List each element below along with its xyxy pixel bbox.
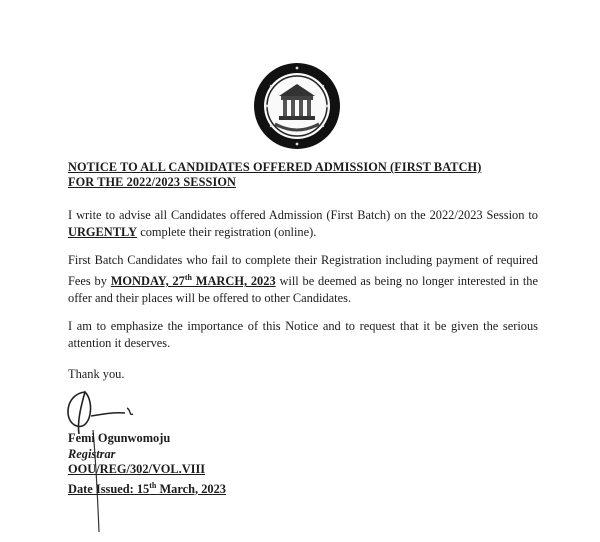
date-issued: Date Issued: 15th March, 2023: [68, 480, 226, 496]
notice-title-line1: NOTICE TO ALL CANDIDATES OFFERED ADMISSION (FIRST BATCH): [68, 160, 482, 174]
paragraph-emphasis: I am to emphasize the importance of this Notice and to request that it be given the serious attention it deserves.: [68, 319, 538, 350]
urgent-emphasis: URGENTLY: [68, 225, 138, 239]
paragraph-deadline-a: First Batch Candidates who fail to complete their Registration including payment of required Fees by: [68, 253, 538, 289]
closing-thanks: Thank you.: [68, 367, 125, 381]
paragraph-registration-b: complete their registration (online).: [137, 225, 317, 239]
signatory-block: [68, 431, 226, 497]
paragraph-registration-a: I write to advise all Candidates offered Admission (First Batch) on the 2022/2023 Session to: [68, 208, 538, 222]
notice-title-line2: FOR THE 2022/2023 SESSION: [68, 175, 236, 189]
paragraph-registration: [68, 207, 538, 241]
paragraph-deadline: [68, 252, 538, 307]
notice-title: [68, 160, 538, 190]
deadline-date: MONDAY, 27th MARCH, 2023: [110, 273, 276, 289]
reference-number: OOU/REG/302/VOL.VIII: [68, 462, 206, 476]
signatory-role: Registrar: [68, 446, 116, 461]
university-seal-icon: [253, 62, 341, 150]
paragraph-deadline-b: will be deemed as being no longer interested in the offer and their places will be offered to other Candidates.: [68, 274, 538, 306]
signatory-name: Femi Ogunwomoju: [68, 431, 171, 445]
